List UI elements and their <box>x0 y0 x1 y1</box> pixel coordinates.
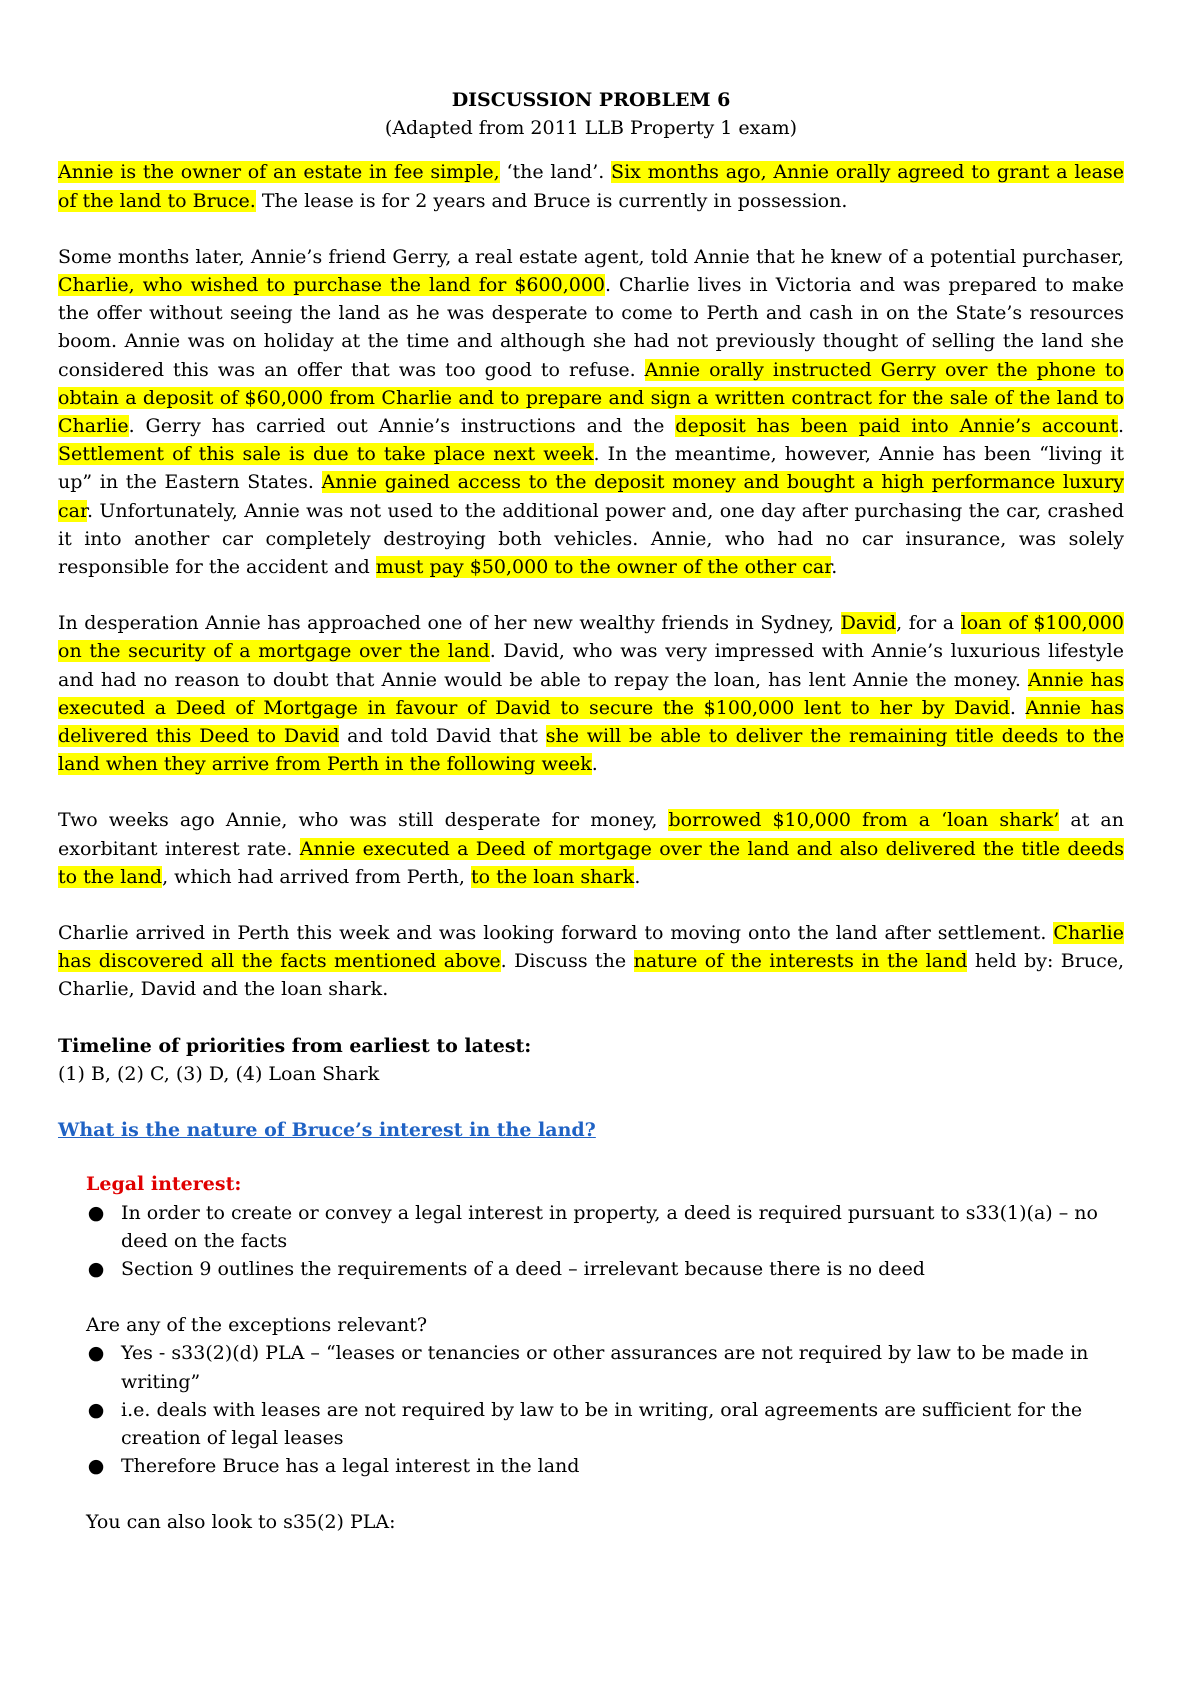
body-text: In desperation Annie has approached one of her new wealthy friends in Sydney, <box>58 612 841 635</box>
body-text: . Gerry has carried out Annie’s instructions and the <box>128 415 676 438</box>
highlighted-text: Six months ago, Annie orally agreed to grant a lease of the land to Bruce. <box>58 161 1124 212</box>
highlighted-text: Settlement of this sale is due to take place next week <box>58 443 594 466</box>
list-item <box>86 1339 1124 1395</box>
closing-text: You can also look to s35(2) PLA: <box>86 1511 396 1534</box>
highlighted-text: loan of $100,000 on the security of a mortgage over the land <box>58 612 1124 663</box>
list-item <box>86 1199 1124 1255</box>
body-text: . <box>831 556 838 579</box>
body-text: ‘the land’. <box>499 161 612 184</box>
highlighted-text: Charlie has discovered all the facts mentioned above <box>58 922 1124 973</box>
list-item-text: In order to create or convey a legal interest in property, a deed is required pursuant to s33(1)(a) – no deed on the facts <box>121 1201 1098 1252</box>
highlighted-text: she will be able to deliver the remaining title deeds to the land when they arrive from Perth in the following week <box>58 725 1124 776</box>
highlighted-text: Annie gained access to the deposit money and bought a high performance luxury car <box>58 471 1124 522</box>
bullet-icon: ● <box>87 1342 105 1365</box>
body-text: . <box>1117 415 1125 438</box>
paragraph-facts-3 <box>58 609 1124 778</box>
document-page <box>58 0 1124 1537</box>
timeline-heading: Timeline of priorities from earliest to latest: <box>58 1034 532 1057</box>
paragraph-facts-4 <box>58 806 1124 891</box>
bullet-icon: ● <box>87 1201 105 1224</box>
body-text: . In the meantime, however, Annie has been “living it up” in the Eastern States. <box>58 443 1125 494</box>
bullet-icon: ● <box>87 1257 105 1280</box>
highlighted-text: Annie has executed a Deed of Mortgage in favour of David to secure the $100,000 lent to her by David <box>58 668 1124 719</box>
body-text: Some months later, Annie’s friend Gerry, a real estate agent, told Annie that he knew of a potential purchaser, <box>58 245 1124 268</box>
document-title: DISCUSSION PROBLEM 6 <box>451 89 731 111</box>
highlighted-text: must pay $50,000 to the owner of the other car <box>375 556 832 579</box>
exceptions-heading: Are any of the exceptions relevant? <box>86 1314 428 1337</box>
body-text: and told David that <box>339 725 546 748</box>
legal-interest-list <box>86 1199 1124 1284</box>
highlighted-text: nature of the interests in the land <box>633 950 968 973</box>
body-text: held by: Bruce, Charlie, David and the loan shark. <box>58 950 1125 1001</box>
exceptions-list <box>86 1339 1124 1480</box>
highlighted-text: Annie executed a Deed of mortgage over the land and also delivered the title deeds to the land <box>58 837 1124 888</box>
bullet-icon: ● <box>87 1398 105 1421</box>
legal-interest-heading: Legal interest: <box>86 1173 242 1196</box>
body-text: . Discuss the <box>500 950 634 973</box>
highlighted-text: Charlie, who wished to purchase the land for $600,000 <box>58 274 605 297</box>
paragraph-facts-1 <box>58 158 1124 214</box>
document-subtitle: (Adapted from 2011 LLB Property 1 exam) <box>384 117 798 140</box>
body-text: Two weeks ago Annie, who was still desperate for money, <box>58 809 669 832</box>
highlighted-text: Annie orally instructed Gerry over the phone to obtain a deposit of $60,000 from Charlie and to prepare and sign a written contract for the sale of the land to Charlie <box>58 358 1125 438</box>
timeline-text: (1) B, (2) C, (3) D, (4) Loan Shark <box>58 1062 380 1085</box>
body-text: . Unfortunately, Annie was not used to the additional power and, one day after purchasing the car, crashed it into another car completely destroying both vehicles. Annie, who had no car insurance, was solely responsible for the accident and <box>58 499 1124 579</box>
list-item-text: Therefore Bruce has a legal interest in the land <box>121 1455 580 1478</box>
bruce-interest-question-link[interactable]: What is the nature of Bruce’s interest in the land? <box>58 1119 596 1142</box>
list-item <box>86 1255 1124 1283</box>
highlighted-text: deposit has been paid into Annie’s account <box>675 415 1118 438</box>
bullet-icon: ● <box>87 1455 105 1478</box>
list-item <box>86 1452 1124 1480</box>
highlighted-text: Annie is the owner of an estate in fee simple, <box>58 161 500 184</box>
highlighted-text: borrowed $10,000 from a ‘loan shark’ <box>668 809 1060 832</box>
list-item-text: Section 9 outlines the requirements of a deed – irrelevant because there is no deed <box>121 1257 925 1280</box>
body-text: . <box>634 865 641 888</box>
body-text: . <box>1009 696 1026 719</box>
body-text: at an exorbitant interest rate. <box>58 809 1124 860</box>
body-text: . <box>591 753 598 776</box>
paragraph-facts-2 <box>58 243 1124 581</box>
list-item <box>86 1396 1124 1452</box>
body-text: . David, who was very impressed with Annie’s luxurious lifestyle and had no reason to doubt that Annie would be able to repay the loan, has lent Annie the money. <box>58 640 1124 691</box>
highlighted-text: Annie has delivered this Deed to David <box>58 696 1125 748</box>
highlighted-text: David <box>840 612 897 635</box>
body-text: The lease is for 2 years and Bruce is currently in possession. <box>255 189 848 212</box>
paragraph-facts-5 <box>58 919 1124 1004</box>
body-text: . Charlie lives in Victoria and was prepared to make the offer without seeing the land as he was desperate to come to Perth and cash in on the State’s resources boom. Annie was on holiday at the time and although she had not previously thought of selling the land she considered this was an offer that was too good to refuse. <box>58 274 1124 381</box>
list-item-text: Yes - s33(2)(d) PLA – “leases or tenancies or other assurances are not required by law to be made in writing” <box>121 1342 1089 1393</box>
body-text: Charlie arrived in Perth this week and was looking forward to moving onto the land after settlement. <box>58 922 1054 945</box>
list-item-text: i.e. deals with leases are not required by law to be in writing, oral agreements are sufficient for the creation of legal leases <box>121 1398 1083 1449</box>
highlighted-text: to the loan shark <box>471 865 635 888</box>
body-text: , for a <box>896 612 961 635</box>
body-text: , which had arrived from Perth, <box>162 865 471 888</box>
